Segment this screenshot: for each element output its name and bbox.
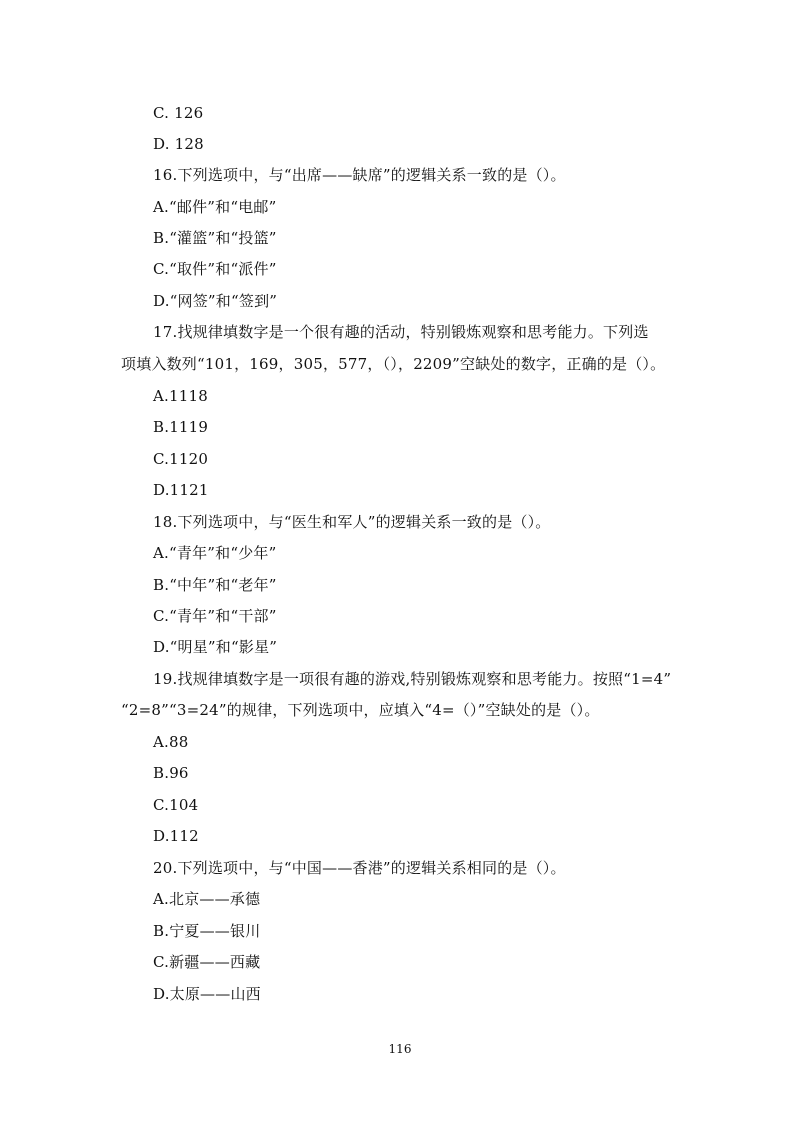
- q16-option-a: A.“邮件”和“电邮”: [153, 198, 277, 216]
- q17-option-d: D.1121: [153, 481, 209, 499]
- question-16: 16.下列选项中，与“出席——缺席”的逻辑关系一致的是（）。: [153, 166, 566, 184]
- q16-option-d: D.“网签”和“签到”: [153, 292, 278, 310]
- q20-option-d: D.太原——山西: [153, 985, 261, 1003]
- q15-option-d: D. 128: [153, 135, 204, 153]
- q20-option-a: A.北京——承德: [153, 890, 261, 908]
- question-20: 20.下列选项中，与“中国——香港”的逻辑关系相同的是（）。: [153, 859, 566, 877]
- q19-option-b: B.96: [153, 764, 189, 782]
- page-number: 116: [388, 1042, 412, 1056]
- q17-option-c: C.1120: [153, 450, 209, 468]
- question-17-line-1: 17.找规律填数字是一个很有趣的活动，特别锻炼观察和思考能力。下列选: [153, 323, 649, 341]
- q16-option-c: C.“取件”和“派件”: [153, 260, 277, 278]
- q19-option-d: D.112: [153, 827, 199, 845]
- question-19-line-2: “2=8”“3=24”的规律，下列选项中，应填入“4=（）”空缺处的是（）。: [121, 701, 600, 719]
- q18-option-d: D.“明星”和“影星”: [153, 638, 278, 656]
- q18-option-a: A.“青年”和“少年”: [153, 544, 277, 562]
- question-19-line-1: 19.找规律填数字是一项很有趣的游戏,特别锻炼观察和思考能力。按照“1=4”: [153, 670, 672, 688]
- q17-option-b: B.1119: [153, 418, 209, 436]
- question-17-line-2: 项填入数列“101，169，305，577，（），2209”空缺处的数字，正确的是（）。: [121, 355, 666, 373]
- q16-option-b: B.“灌篮”和“投篮”: [153, 229, 277, 247]
- q20-option-c: C.新疆——西藏: [153, 953, 261, 971]
- q18-option-c: C.“青年”和“干部”: [153, 607, 277, 625]
- q18-option-b: B.“中年”和“老年”: [153, 576, 277, 594]
- q19-option-c: C.104: [153, 796, 199, 814]
- q15-option-c: C. 126: [153, 104, 204, 122]
- question-18: 18.下列选项中，与“医生和军人”的逻辑关系一致的是（）。: [153, 513, 551, 531]
- q20-option-b: B.宁夏——银川: [153, 922, 261, 940]
- q17-option-a: A.1118: [153, 387, 208, 405]
- q19-option-a: A.88: [153, 733, 189, 751]
